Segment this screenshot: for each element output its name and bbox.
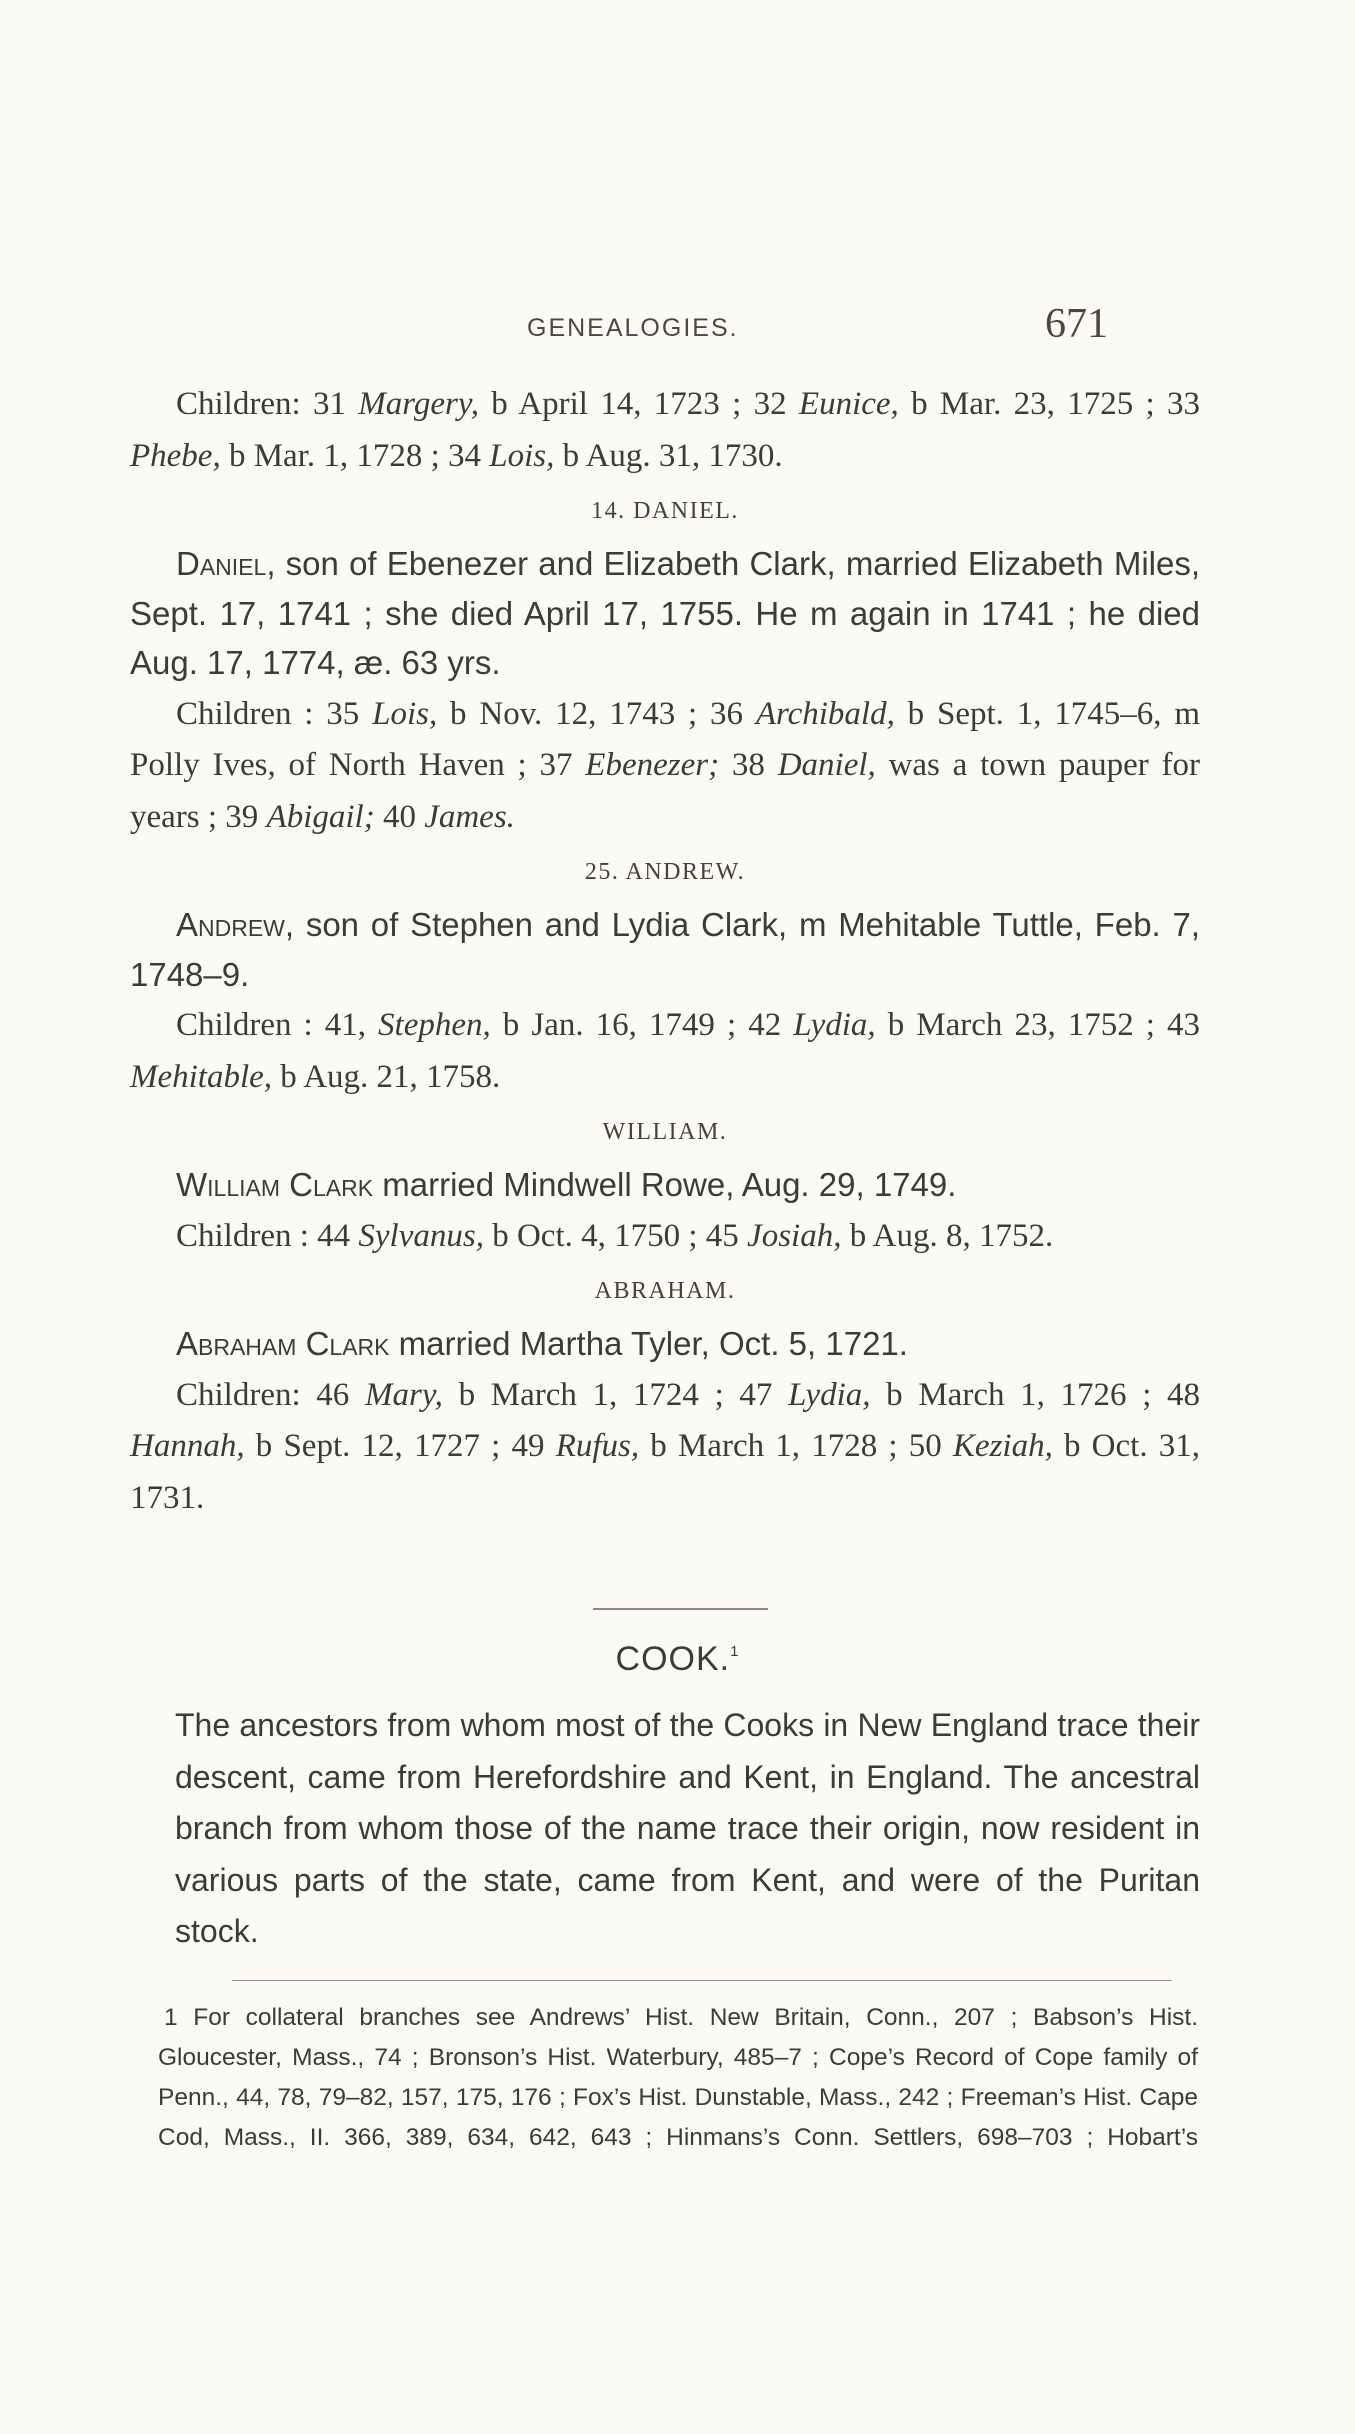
daniel-children [130,688,1200,843]
william-lead-paragraph [130,1160,1200,1210]
entry-text: Children: 46 [176,1376,365,1413]
child-name: Phebe, [130,437,221,474]
abraham-lead-text: married Martha Tyler, Oct. 5, 1721. [389,1325,908,1362]
section-divider-rule [593,1608,768,1610]
entry-text: Children : 41, [176,1007,379,1043]
entry-text: Children : 44 [176,1217,359,1254]
entry-text: 40 [374,798,425,835]
entry-text: b Mar. 23, 1725 ; 33 [898,386,1200,422]
child-name: Stephen, [378,1007,491,1043]
andrew-lead-paragraph [130,900,1200,999]
clark-genealogy-section [130,378,1200,1523]
footnote-marker: 1 [164,2004,178,2031]
footnote-divider-rule [232,1980,1172,1981]
william-children [130,1210,1200,1262]
entry-text: b Jan. 16, 1749 ; 42 [490,1007,794,1043]
entry-text: b Aug. 31, 1730. [554,437,783,474]
entry-text: b Sept. 1, 1745–6, m Polly Ives, of North Haven ; 37 [130,695,1200,783]
section-heading-william: WILLIAM. [602,1119,728,1145]
child-name: Josiah, [747,1217,842,1254]
child-name: Ebenezer; [585,747,720,783]
child-name: Lydia, [793,1007,876,1043]
footnote-reference: 1 [730,1643,740,1660]
entry-text: b March 23, 1752 ; 43 [875,1007,1201,1043]
section-heading-andrew: 25. ANDREW. [584,859,746,885]
daniel-lead-paragraph [130,539,1200,688]
page-header [0,300,1355,360]
william-lead-name: William Clark [176,1166,374,1203]
entry-text: b Nov. 12, 1743 ; 36 [437,695,756,732]
running-head: GENEALOGIES. [527,314,739,342]
entry-text: b Oct. 4, 1750 ; 45 [483,1217,748,1254]
child-name: Keziah, [952,1428,1053,1464]
william-lead-text: married Mindwell Rowe, Aug. 29, 1749. [373,1166,957,1203]
entry-text: b Mar. 1, 1728 ; 34 [220,437,490,474]
child-name: Margery, [358,386,479,422]
daniel-lead-text: , son of Ebenezer and Elizabeth Clark, married Elizabeth Miles, Sept. 17, 1741 ; she died April 17, 1755. He m again in 1741 ; he died Aug. 17, 1774, æ. 63 yrs. [130,545,1200,681]
child-name: Hannah, [130,1428,245,1464]
child-name: Sylvanus, [358,1217,484,1254]
cook-intro-paragraph: The ancestors from whom most of the Cooks in New England trace their descent, came from Herefordshire and Kent, in England. The ancestral branch from whom those of the name trace their origin, now resident in various parts of the state, came from Kent, and were of the Puritan stock. [175,1707,1200,1949]
child-name: Lydia, [788,1376,871,1413]
daniel-lead-name: Daniel [176,545,267,582]
clark-children-intro [130,378,1200,481]
entry-text: b Aug. 21, 1758. [272,1058,501,1095]
child-name: Abigail; [266,798,375,835]
entry-text: Children: 31 [176,386,359,422]
child-name: Archibald, [755,695,895,732]
footnote-text: For collateral branches see Andrews’ Hist. New Britain, Conn., 207 ; Babson’s Hist. Gloucester, Mass., 74 ; Bronson’s Hist. Waterbury, 485–7 ; Cope’s Record of Cope family of Penn., 44, 78, 79–82, 157, 175, 176 ; Fox’s Hist. Dunstable, Mass., 242 ; Freeman’s Hist. Cape Cod, Mass., II. 366, 389, 634, 642, 643 ; Hinmans’s Conn. Settlers, 698–703 ; Hobart’s [158,2004,1198,2151]
entry-text: 38 [719,747,778,783]
entry-text: b Oct. 31, 1731. [130,1428,1201,1516]
abraham-lead-paragraph [130,1319,1200,1369]
cook-section-title [0,1640,1355,1679]
entry-text: b Sept. 12, 1727 ; 49 [244,1428,556,1464]
andrew-lead-text: , son of Stephen and Lydia Clark, m Mehitable Tuttle, Feb. 7, 1748–9. [130,906,1200,993]
page-number: 671 [1045,301,1108,347]
abraham-lead-name: Abraham Clark [176,1325,390,1362]
child-name: Eunice, [798,386,899,422]
entry-text: b March 1, 1728 ; 50 [639,1428,953,1464]
andrew-children [130,999,1200,1102]
abraham-children [130,1369,1200,1524]
entry-text: b Aug. 8, 1752. [841,1217,1054,1254]
entry-text: was a town pauper for years ; 39 [130,747,1200,835]
child-name: Mary, [364,1376,443,1413]
entry-text: Children : 35 [176,695,373,732]
footnote [158,1998,1198,2158]
entry-text: b March 1, 1724 ; 47 [442,1376,789,1413]
entry-text: b April 14, 1723 ; 32 [478,386,799,422]
child-name: Mehitable, [130,1058,273,1095]
child-name: Rufus, [555,1428,640,1464]
cook-title-text: COOK. [615,1640,731,1678]
section-heading-daniel: 14. DANIEL. [591,498,739,524]
child-name: James. [424,798,515,835]
child-name: Lois, [489,437,555,474]
section-heading-abraham: ABRAHAM. [594,1278,736,1304]
child-name: Lois, [372,695,438,732]
andrew-lead-name: Andrew [176,906,285,943]
entry-text: b March 1, 1726 ; 48 [870,1376,1201,1413]
child-name: Daniel, [777,747,876,783]
